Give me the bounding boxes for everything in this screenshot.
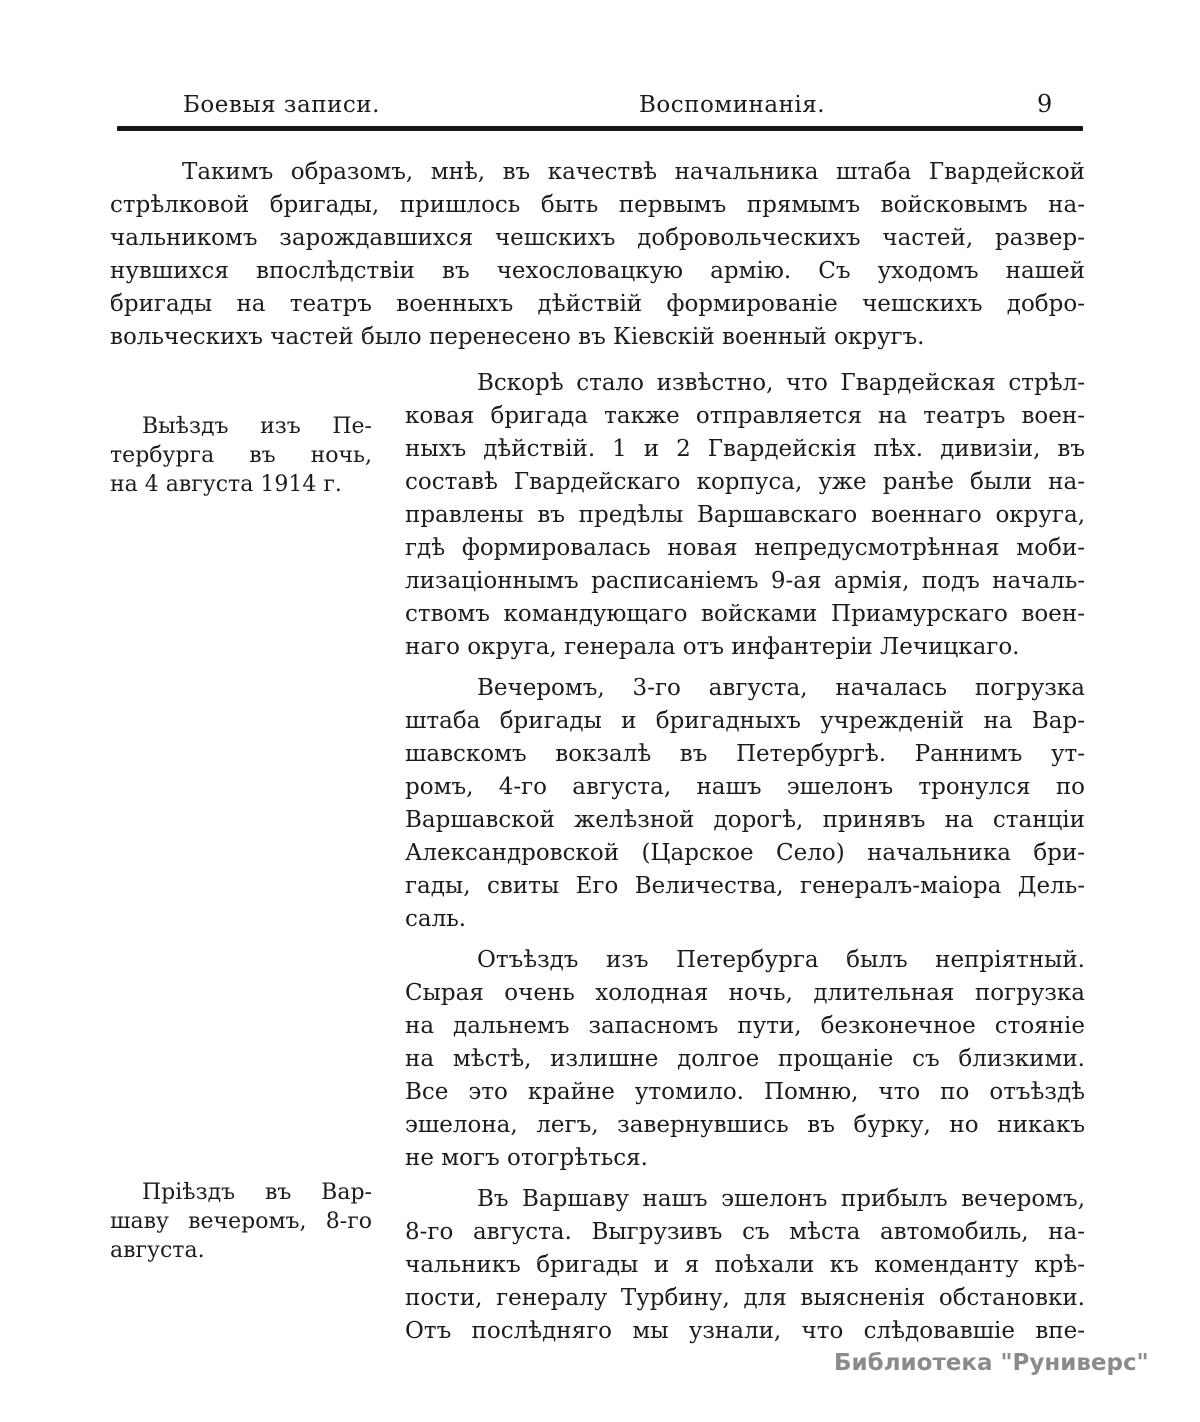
text-line: шавскомъ вокзалѣ въ Петербургѣ. Раннимъ ут- — [405, 741, 1085, 767]
text-line: ныхъ дѣйствій. 1 и 2 Гвардейскія пѣх. дивизіи, въ — [405, 436, 1085, 462]
text-line: эшелона, легъ, завернувшись въ бурку, но никакъ — [405, 1112, 1085, 1138]
text-line: Такимъ образомъ, мнѣ, въ качествѣ начальника штаба Гвардейской — [182, 159, 1085, 185]
text-line: Отъ послѣдняго мы узнали, что слѣдовавшіе впе- — [405, 1318, 1085, 1344]
header-rule — [117, 126, 1083, 131]
text-line: чальникъ бригады и я поѣхали къ коменданту крѣ- — [405, 1252, 1085, 1278]
text-line: чальникомъ зарождавшихся чешскихъ добровольческихъ частей, развер- — [110, 225, 1085, 251]
main-text-column — [405, 367, 1085, 1348]
page-number: 9 — [1037, 90, 1053, 118]
text-line: Въ Варшаву нашъ эшелонъ прибылъ вечеромъ, — [477, 1186, 1085, 1212]
library-watermark: Библиотека "Руниверс" — [834, 1350, 1149, 1376]
paragraph-news — [405, 367, 1085, 664]
text-line: шаву вечеромъ, 8-го — [110, 1209, 372, 1234]
paragraph-departure — [405, 944, 1085, 1175]
running-title-center: Воспоминанія. — [639, 92, 826, 118]
text-line: лизаціоннымъ расписаніемъ 9-ая армія, подъ началь- — [405, 568, 1085, 594]
text-line: ковая бригада также отправляется на театръ воен- — [405, 403, 1085, 429]
text-line: Пріѣздъ въ Вар- — [142, 1180, 372, 1205]
text-line: Александровской (Царское Село) начальника бри- — [405, 840, 1085, 866]
text-line: стрѣлковой бригады, пришлось быть первымъ прямымъ войсковымъ на- — [110, 192, 1085, 218]
text-line: вольческихъ частей было перенесено въ Кіевскій военный округъ. — [110, 324, 925, 350]
text-line: бригады на театръ военныхъ дѣйствій формированіе чешскихъ добро- — [110, 291, 1085, 317]
text-line: составѣ Гвардейскаго корпуса, уже ранѣе были на- — [405, 469, 1085, 495]
margin-note-departure — [110, 412, 372, 499]
text-line: на дальнемъ запасномъ пути, безконечное стояніе — [405, 1013, 1085, 1039]
text-line: Сырая очень холодная ночь, длительная погрузка — [405, 980, 1085, 1006]
paragraph-arrival — [405, 1183, 1085, 1348]
text-line: ромъ, 4-го августа, нашъ эшелонъ тронулся по — [405, 774, 1085, 800]
text-line: пости, генералу Турбину, для выясненія обстановки. — [405, 1285, 1085, 1311]
text-line: Все это крайне утомило. Помню, что по отъѣздѣ — [405, 1079, 1085, 1105]
text-line: ствомъ командующаго войсками Приамурскаго воен- — [405, 601, 1085, 627]
text-line: правлены въ предѣлы Варшавскаго военнаго округа, — [405, 502, 1085, 528]
text-line: гдѣ формировалась новая непредусмотрѣнная моби- — [405, 535, 1085, 561]
text-line: саль. — [405, 906, 467, 932]
text-line: на мѣстѣ, излишне долгое прощаніе съ близкими. — [405, 1046, 1085, 1072]
text-line: не могъ отогрѣться. — [405, 1145, 648, 1171]
text-line: нувшихся впослѣдствіи въ чехословацкую армію. Съ уходомъ нашей — [110, 258, 1085, 284]
running-title-left: Боевыя записи. — [183, 92, 380, 118]
paragraph-loading — [405, 672, 1085, 936]
text-line: августа. — [110, 1238, 205, 1263]
margin-note-arrival — [110, 1178, 372, 1265]
text-line: 8-го августа. Выгрузивъ съ мѣста автомобиль, на- — [405, 1219, 1085, 1245]
text-line: Варшавской желѣзной дорогѣ, принявъ на станціи — [405, 807, 1085, 833]
text-line: гады, свиты Его Величества, генералъ-маіора Дель- — [405, 873, 1085, 899]
text-line: на 4 августа 1914 г. — [110, 472, 342, 497]
text-line: Выѣздъ изъ Пе- — [142, 414, 372, 439]
text-line: Отъѣздъ изъ Петербурга былъ непріятный. — [477, 947, 1085, 973]
text-line: тербурга въ ночь, — [110, 443, 372, 468]
text-line: наго округа, генерала отъ инфантеріи Лечицкаго. — [405, 634, 1020, 660]
text-line: Вскорѣ стало извѣстно, что Гвардейская стрѣл- — [477, 370, 1085, 396]
text-line: Вечеромъ, 3-го августа, началась погрузка — [477, 675, 1085, 701]
text-line: штаба бригады и бригадныхъ учрежденій на Вар- — [405, 708, 1085, 734]
intro-paragraph — [110, 156, 1085, 354]
